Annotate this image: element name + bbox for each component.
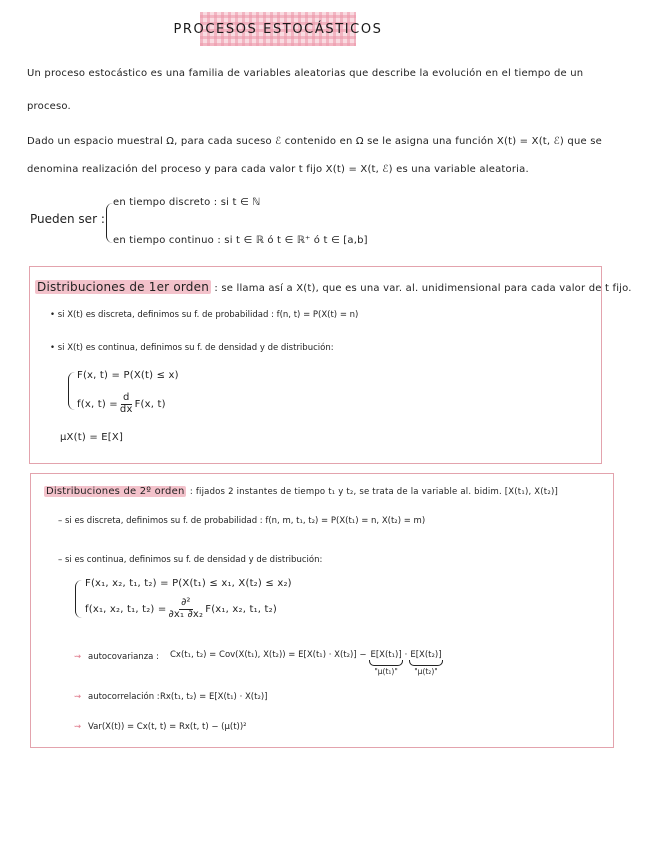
autocov-mu2-group bbox=[410, 650, 441, 676]
first-order-heading-rest: : se llama así a X(t), que es una var. al. unidimensional para cada valor de t fijo. bbox=[214, 283, 632, 294]
first-order-derivative-num: d bbox=[122, 392, 130, 403]
second-order-F: F(x₁, x₂, t₁, t₂) = P(X(t₁) ≤ x₁, X(t₂) ≤ x₂) bbox=[85, 578, 292, 589]
intro-line-2: proceso. bbox=[27, 101, 71, 112]
arrow-icon: ⇝ bbox=[74, 652, 82, 662]
first-order-F: F(x, t) = P(X(t) ≤ x) bbox=[77, 370, 179, 381]
arrow-icon: ⇝ bbox=[74, 692, 82, 702]
first-order-discrete: • si X(t) es discreta, definimos su f. de probabilidad : f(n, t) = P(X(t) = n) bbox=[50, 310, 359, 320]
pueden-label: Pueden ser : bbox=[30, 212, 105, 226]
page-title: PROCESOS ESTOCÁSTICOS bbox=[200, 12, 356, 46]
arrow-icon: ⇝ bbox=[74, 722, 82, 732]
second-order-discrete: – si es discreta, definimos su f. de probabilidad : f(n, m, t₁, t₂) = P(X(t₁) = n, X(t₂) = m) bbox=[58, 516, 426, 526]
autocov-mu1: "μ(t₁)" bbox=[374, 667, 398, 676]
autocov-eq: Cx(t₁, t₂) = Cov(X(t₁), X(t₂)) = E[X(t₁) · X(t₂)] − bbox=[170, 650, 367, 660]
first-order-continuous: • si X(t) es continua, definimos su f. de densidad y de distribución: bbox=[50, 343, 334, 353]
first-order-derivative-den: dx bbox=[119, 403, 133, 415]
continuous-time: en tiempo continuo : si t ∈ ℝ ó t ∈ ℝ⁺ ó t ∈ [a,b] bbox=[113, 235, 368, 246]
second-order-derivative bbox=[168, 598, 203, 620]
autocov-e1: E[X(t₁)] bbox=[370, 650, 402, 660]
autocor-eq: Rx(t₁, t₂) = E[X(t₁) · X(t₂)] bbox=[160, 692, 268, 702]
autocov-mu1-group bbox=[370, 650, 401, 676]
second-order-derivative-num: ∂² bbox=[181, 597, 191, 608]
autocov-label: autocovarianza : bbox=[88, 652, 159, 662]
first-order-f-lhs: f(x, t) = bbox=[77, 398, 118, 410]
first-order-mean: μX(t) = E[X] bbox=[60, 432, 124, 443]
autocov-mu2: "μ(t₂)" bbox=[414, 667, 438, 676]
second-order-derivative-den: ∂x₁ ∂x₂ bbox=[168, 608, 204, 620]
underbrace-2 bbox=[409, 660, 442, 666]
second-order-heading: Distribuciones de 2º orden bbox=[46, 486, 185, 497]
first-order-derivative bbox=[120, 393, 133, 415]
first-order-f bbox=[77, 393, 166, 415]
autocov-formula bbox=[170, 650, 442, 676]
autocor-label: autocorrelación : bbox=[88, 692, 160, 702]
second-order-f-lhs: f(x₁, x₂, t₁, t₂) = bbox=[85, 603, 167, 615]
second-order-heading-rest: : fijados 2 instantes de tiempo t₁ y t₂, se trata de la variable al. bidim. [X(t₁), X(t₂)] bbox=[189, 487, 558, 497]
variance-eq: Var(X(t)) = Cx(t, t) = Rx(t, t) − (μ(t))² bbox=[88, 722, 247, 732]
autocov-e2: E[X(t₂)] bbox=[410, 650, 442, 660]
first-order-system-brace bbox=[68, 372, 75, 410]
first-order-f-rhs: F(x, t) bbox=[134, 398, 166, 410]
discrete-time: en tiempo discreto : si t ∈ ℕ bbox=[113, 197, 261, 208]
intro-line-1: Un proceso estocástico es una familia de variables aleatorias que describe la evolución en el tiempo de un bbox=[27, 68, 584, 79]
first-order-heading-line bbox=[35, 280, 632, 294]
first-order-heading: Distribuciones de 1er orden bbox=[37, 280, 209, 294]
second-order-system-brace bbox=[75, 580, 82, 618]
second-order-f-rhs: F(x₁, x₂, t₁, t₂) bbox=[205, 603, 277, 615]
autocov-dot: · bbox=[404, 650, 408, 660]
second-order-continuous: – si es continua, definimos su f. de densidad y de distribución: bbox=[58, 555, 323, 565]
sample-line-1: Dado un espacio muestral Ω, para cada suceso ℰ contenido en Ω se le asigna una función X(t) = X(t, ℰ) que se bbox=[27, 136, 602, 147]
second-order-heading-line bbox=[44, 486, 558, 497]
second-order-f bbox=[85, 598, 277, 620]
underbrace-1 bbox=[369, 660, 402, 666]
sample-line-2: denomina realización del proceso y para cada valor t fijo X(t) = X(t, ℰ) es una variable aleatoria. bbox=[27, 164, 529, 175]
left-bracket bbox=[106, 203, 113, 243]
